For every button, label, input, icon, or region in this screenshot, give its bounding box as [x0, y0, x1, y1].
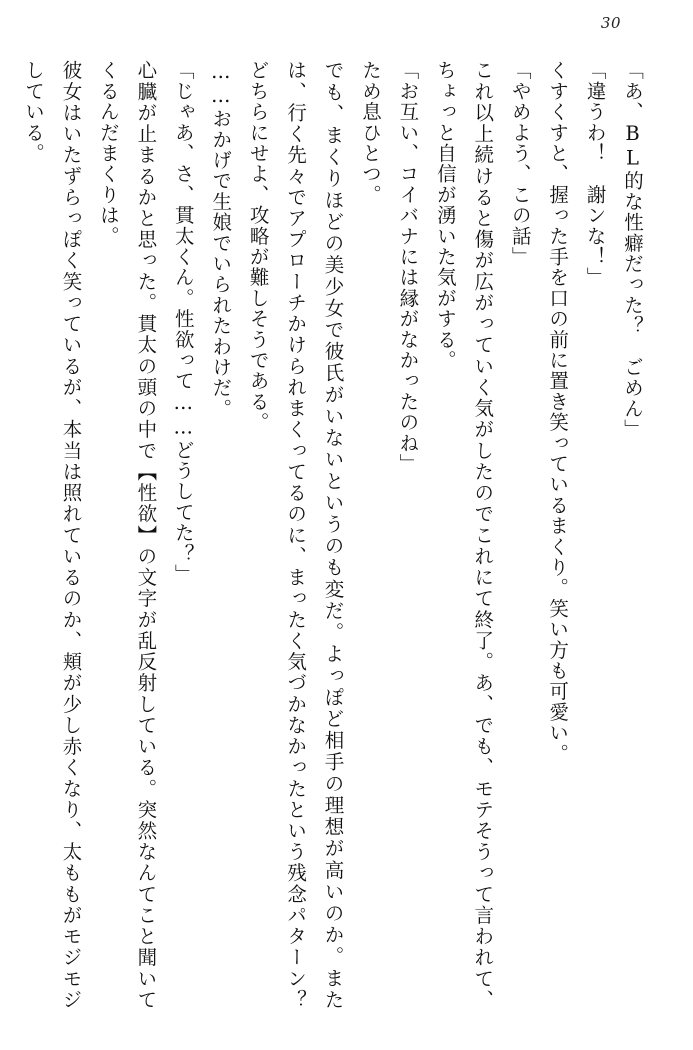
paragraph: 「あ、BL的な性癖だった？ ごめん」 — [621, 60, 644, 440]
paragraph: くすくすと、握った手を口の前に置き笑っているまくり。笑い方も可愛い。 — [546, 60, 570, 764]
paragraph: 彼女はいたずらっぽく笑っているが、本当は照れているのか、頬が少し赤くなり、太ももがモジモジしている。 — [22, 60, 83, 1010]
paragraph: 心臓が止まるかと思った。貫太の頭の中で【性欲】の文字が乱反射している。突然なんてこと聞いてくるんだまくりは。 — [96, 60, 158, 1010]
paragraph: 「じゃあ、さ、貫太くん。性欲って……どうしてた？」 — [171, 60, 195, 585]
paragraph: ため息ひとつ。 — [358, 60, 382, 205]
paragraph: 「お互い、コイバナには縁がなかったのね」 — [396, 60, 420, 474]
page-number: 30 — [600, 14, 621, 32]
paragraph: でも、まくりほどの美少女で彼氏がいないというのも変だ。よっぽど相手の理想が高いのか。または、行く先々でアプローチかけられまくってるのに、まったく気づかなかったという残念パターン？ どちらにせよ、攻略が難しそうである。 — [246, 60, 345, 1031]
paragraph: 「やめよう、この話」 — [508, 60, 532, 267]
paragraph: ……おかげで生娘でいられたわけだ。 — [209, 60, 233, 419]
page-body-text — [22, 60, 651, 1031]
paragraph: これ以上続けると傷が広がっていく気がしたのでこれにて終了。あ、でも、モテそうって言われて、ちょっと自信が湧いた気がする。 — [433, 60, 495, 1010]
paragraph: 「違うわ！ 謝ンな！」 — [583, 60, 607, 288]
